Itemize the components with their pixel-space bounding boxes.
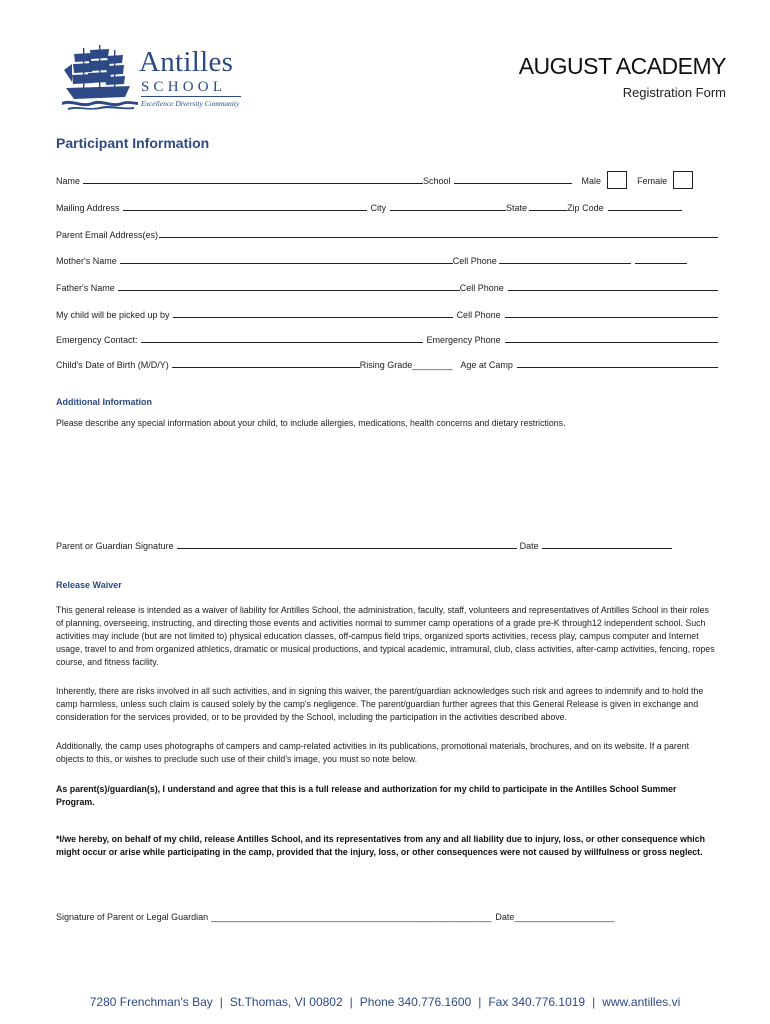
emergency-phone-field[interactable] [505, 342, 718, 343]
ship-icon [62, 44, 138, 110]
document-title: AUGUST ACADEMY [518, 53, 726, 79]
guardian-signature-field[interactable] [177, 548, 517, 549]
age-field[interactable] [517, 367, 718, 368]
footer-separator: | [592, 995, 596, 1009]
mother-cell-field[interactable] [499, 263, 631, 264]
participant-heading: Participant Information [56, 135, 210, 151]
parent-email-row [56, 226, 718, 240]
female-label: Female [637, 176, 668, 186]
city-label: City [370, 203, 387, 213]
mother-name-label: Mother's Name [56, 256, 117, 266]
guardian-date-field[interactable] [542, 548, 672, 549]
address-row [56, 199, 718, 213]
state-field[interactable] [529, 210, 567, 211]
logo-name: Antilles [139, 46, 234, 78]
footer-phone: Phone 340.776.1600 [359, 995, 472, 1009]
footer-contact [0, 995, 770, 1009]
school-label: School [423, 176, 451, 186]
mother-row [56, 252, 718, 266]
mother-name-field[interactable] [120, 263, 453, 264]
emergency-contact-label: Emergency Contact: [56, 335, 138, 345]
father-name-field[interactable] [118, 290, 460, 291]
footer-city: St.Thomas, VI 00802 [229, 995, 343, 1009]
pickup-cell-label: Cell Phone [456, 310, 501, 320]
mother-cell-label: Cell Phone [452, 256, 497, 266]
school-field[interactable] [454, 183, 572, 184]
zip-label: Zip Code [567, 203, 604, 213]
footer-separator: | [349, 995, 353, 1009]
pickup-label: My child will be picked up by [56, 310, 170, 320]
age-label: Age at Camp [460, 360, 513, 370]
mailing-address-label: Mailing Address [56, 203, 120, 213]
mailing-address-field[interactable] [123, 210, 367, 211]
footer-separator: | [219, 995, 223, 1009]
father-cell-label: Cell Phone [459, 283, 504, 293]
logo-subtitle: SCHOOL [141, 79, 227, 95]
emergency-phone-label: Emergency Phone [426, 335, 501, 345]
waiver-release: *I/we hereby, on behalf of my child, release Antilles School, and its representatives from any and all liability due to injury, loss, or other consequence which might occur or arise while participating in the camp, provided that the injury, loss, or other consequences were not caused by willfulness or gross neglect. [56, 834, 706, 857]
guardian-signature-row [56, 537, 718, 551]
father-cell-field[interactable] [508, 290, 718, 291]
waiver-paragraph-3: Additionally, the camp uses photographs of campers and camp-related activities in its publications, promotional materials, brochures, and on its website. If a parent objects to this, or wishes to preclude such use of their child's image, you must so note below. [56, 741, 690, 764]
zip-field[interactable] [608, 210, 682, 211]
special-info-area[interactable] [56, 432, 717, 532]
guardian-date-label: Date [519, 541, 539, 551]
legal-signature-label: Signature of Parent or Legal Guardian [56, 912, 209, 922]
pickup-field[interactable] [173, 317, 453, 318]
state-label: State [506, 203, 528, 213]
female-checkbox[interactable] [673, 171, 693, 189]
waiver-paragraph-1: This general release is intended as a waiver of liability for Antilles School, the administration, faculty, staff, volunteers and representatives of Antilles School in their roles of planning, overseeing, instructing, and directing those events and activities normal to summer camp operations of a grade pre-K through12 independent school. Such activities may include (but are not limited to) physical education classes, off-campus field trips, organized sports activities, recess play, campus computer and Internet usage, travel to and from organized athletics, dramatic or musical productions, and typical academic, intramural, club, class activities, after-camp activities, fencing, ropes course, and fitness facility. [56, 605, 715, 667]
dob-row [56, 356, 718, 370]
male-checkbox[interactable] [607, 171, 627, 189]
logo-tagline: Excellence Diversity Community [141, 99, 240, 108]
pickup-row [56, 306, 718, 320]
logo-divider [141, 96, 241, 97]
guardian-signature-label: Parent or Guardian Signature [56, 541, 174, 551]
additional-text: Please describe any special information about your child, to include allergies, medications, health concerns and dietary restrictions. [56, 418, 566, 428]
father-name-label: Father's Name [56, 283, 115, 293]
footer-address: 7280 Frenchman's Bay [89, 995, 213, 1009]
city-field[interactable] [390, 210, 506, 211]
legal-signature-row [56, 908, 718, 922]
legal-date-field[interactable]: ____________________ [514, 912, 615, 922]
dob-field[interactable] [172, 367, 360, 368]
name-row [56, 172, 718, 186]
waiver-heading: Release Waiver [56, 580, 122, 590]
legal-date-label: Date [495, 912, 515, 922]
parent-email-field[interactable] [159, 237, 718, 238]
parent-email-label: Parent Email Address(es) [56, 230, 159, 240]
name-label: Name [56, 176, 81, 186]
dob-label: Child's Date of Birth (M/D/Y) [56, 360, 169, 370]
mother-cell-ext-field[interactable] [635, 263, 687, 264]
rising-grade-label: Rising Grade [359, 360, 413, 370]
additional-heading: Additional Information [56, 397, 152, 407]
name-field[interactable] [83, 183, 423, 184]
waiver-agreement: As parent(s)/guardian(s), I understand and agree that this is a full release and authorization for my child to participate in the Antilles School Summer Program. [56, 784, 677, 807]
footer-fax: Fax 340.776.1019 [488, 995, 586, 1009]
male-label: Male [581, 176, 602, 186]
document-subtitle: Registration Form [622, 85, 726, 100]
waiver-paragraph-2: Inherently, there are risks involved in all such activities, and in signing this waiver, the parent/guardian acknowledges such risk and agrees to indemnify and to hold the camp harmless, unless such claim is caused solely by the camp's negligence. The parent/guardian further agrees that this General Release is given in exchange and consideration for the services provided, or to be provided by the School, including the participation in the activities described above. [56, 686, 704, 722]
pickup-cell-field[interactable] [505, 317, 718, 318]
footer-website[interactable]: www.antilles.vi [602, 995, 681, 1009]
father-row [56, 279, 718, 293]
emergency-row [56, 331, 718, 345]
legal-signature-field[interactable]: ________________________________________________________ [211, 912, 492, 922]
school-logo [62, 44, 247, 114]
footer-separator: | [478, 995, 482, 1009]
rising-grade-field[interactable]: ________ [412, 360, 453, 370]
emergency-contact-field[interactable] [141, 342, 423, 343]
